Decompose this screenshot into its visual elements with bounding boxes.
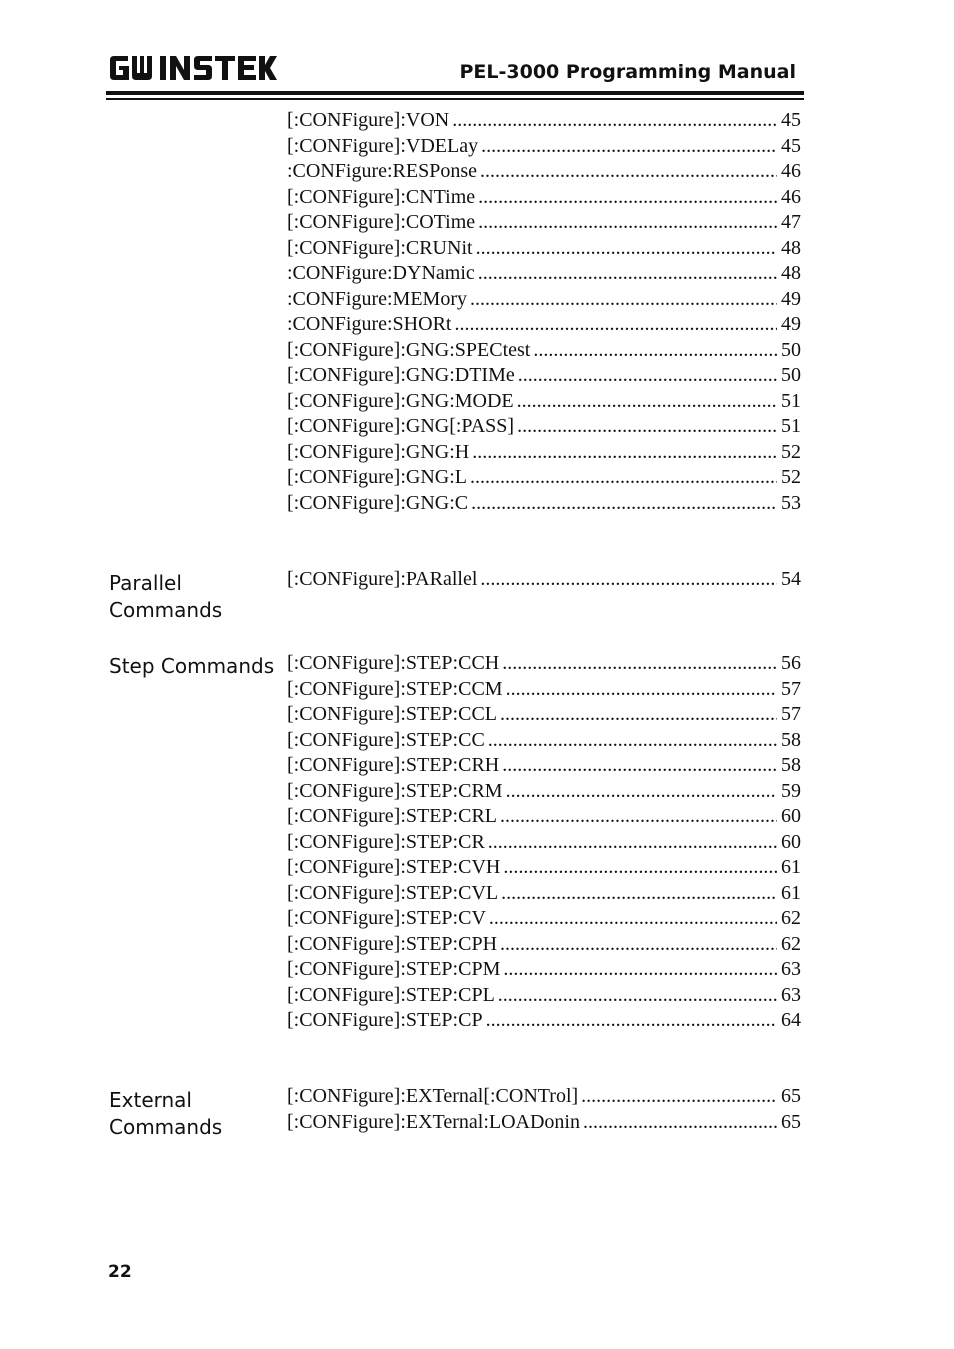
- toc-command: [:CONFigure]:STEP:CCH: [287, 652, 500, 674]
- dot-leader: [506, 678, 777, 701]
- toc-command: [:CONFigure]:CNTime: [287, 185, 476, 208]
- toc-command: [:CONFigure]:GNG:DTIMe: [287, 364, 515, 386]
- dot-leader: [502, 754, 777, 777]
- toc-page: 57: [781, 677, 801, 700]
- toc-page: 52: [781, 440, 801, 463]
- toc-page: 51: [781, 415, 801, 437]
- toc-page: 62: [781, 932, 801, 955]
- toc-command: [:CONFigure]:VDELay: [287, 134, 479, 157]
- toc-command: [:CONFigure]:STEP:CVL: [287, 881, 499, 904]
- toc-page: 59: [781, 779, 801, 802]
- gw-instek-logo: [108, 52, 278, 84]
- section-label: Step Commands: [109, 654, 275, 678]
- toc-page: 49: [781, 287, 801, 310]
- toc-command: :CONFigure:SHORt: [287, 313, 452, 335]
- toc-command: [:CONFigure]:GNG:H: [287, 440, 470, 463]
- toc-entry[interactable]: [287, 729, 801, 755]
- toc-command: [:CONFigure]:STEP:CR: [287, 830, 485, 853]
- toc-page: 62: [781, 907, 801, 929]
- toc-page: 63: [781, 958, 801, 980]
- toc-entries: [287, 109, 801, 517]
- toc-entry[interactable]: [287, 1009, 801, 1035]
- section-label: External Commands: [109, 1088, 223, 1139]
- toc-command: [:CONFigure]:GNG:L: [287, 466, 467, 488]
- toc-page: 60: [781, 805, 801, 827]
- toc-command: [:CONFigure]:GNG[:PASS]: [287, 415, 515, 437]
- toc-command: [:CONFigure]:STEP:CRM: [287, 779, 503, 802]
- toc-page: 46: [781, 185, 801, 208]
- dot-leader: [501, 882, 777, 905]
- dot-leader: [470, 466, 777, 489]
- toc-entry[interactable]: [287, 933, 801, 959]
- toc-page: 58: [781, 754, 801, 776]
- toc-command: :CONFigure:DYNamic: [287, 262, 475, 284]
- dot-leader: [503, 958, 777, 981]
- toc-entry[interactable]: [287, 831, 801, 857]
- manual-title: PEL-3000 Programming Manual: [459, 61, 796, 83]
- dot-leader: [476, 237, 777, 260]
- toc-entry[interactable]: [287, 907, 801, 933]
- toc-command: [:CONFigure]:STEP:CP: [287, 1009, 483, 1031]
- toc-entry[interactable]: [287, 262, 801, 288]
- toc-page: 57: [781, 703, 801, 725]
- toc-entry[interactable]: [287, 1111, 801, 1137]
- toc-entry[interactable]: [287, 492, 801, 518]
- toc-page: 50: [781, 338, 801, 361]
- toc-page: 54: [781, 568, 801, 590]
- toc-entry[interactable]: [287, 754, 801, 780]
- dot-leader: [581, 1085, 777, 1108]
- dot-leader: [471, 492, 777, 515]
- toc-entry[interactable]: [287, 109, 801, 135]
- toc-entry[interactable]: [287, 364, 801, 390]
- dot-leader: [500, 933, 777, 956]
- toc-command: :CONFigure:MEMory: [287, 287, 467, 310]
- toc-entry[interactable]: [287, 313, 801, 339]
- toc-command: [:CONFigure]:GNG:SPECtest: [287, 338, 531, 361]
- toc-command: [:CONFigure]:COTime: [287, 211, 476, 233]
- toc-command: [:CONFigure]:CRUNit: [287, 236, 473, 259]
- toc-page: 58: [781, 728, 801, 751]
- toc-command: :CONFigure:RESPonse: [287, 160, 478, 182]
- toc-page: 45: [781, 109, 801, 131]
- toc-entry[interactable]: [287, 984, 801, 1010]
- toc-command: [:CONFigure]:STEP:CV: [287, 907, 486, 929]
- dot-leader: [517, 415, 777, 438]
- dot-leader: [481, 135, 777, 158]
- toc-command: [:CONFigure]:EXTernal:LOADonin: [287, 1110, 580, 1133]
- toc-entry[interactable]: [287, 466, 801, 492]
- toc-page: 49: [781, 313, 801, 335]
- toc-command: [:CONFigure]:STEP:CCL: [287, 703, 498, 725]
- dot-leader: [489, 907, 777, 930]
- toc-entry[interactable]: [287, 652, 801, 678]
- toc-command: [:CONFigure]:EXTernal[:CONTrol]: [287, 1085, 579, 1107]
- toc-command: [:CONFigure]:STEP:CPH: [287, 932, 498, 955]
- toc-page: 48: [781, 262, 801, 284]
- toc-page: 63: [781, 983, 801, 1006]
- toc-entry[interactable]: [287, 390, 801, 416]
- dot-leader: [503, 856, 777, 879]
- toc-entry[interactable]: [287, 1085, 801, 1111]
- toc-entry[interactable]: [287, 882, 801, 908]
- toc-entries: [287, 1085, 801, 1136]
- toc-page: 53: [781, 491, 801, 514]
- toc-entry[interactable]: [287, 237, 801, 263]
- dot-leader: [498, 984, 777, 1007]
- toc-page: 46: [781, 160, 801, 182]
- toc-command: [:CONFigure]:STEP:CVH: [287, 856, 501, 878]
- dot-leader: [470, 288, 777, 311]
- toc-entry[interactable]: [287, 780, 801, 806]
- toc-entry[interactable]: [287, 415, 801, 441]
- toc-page: 48: [781, 236, 801, 259]
- toc-command: [:CONFigure]:STEP:CPM: [287, 958, 501, 980]
- toc-page: 50: [781, 364, 801, 386]
- toc-entry[interactable]: [287, 135, 801, 161]
- toc-command: [:CONFigure]:STEP:CPL: [287, 983, 495, 1006]
- dot-leader: [478, 211, 777, 234]
- dot-leader: [506, 780, 777, 803]
- toc-command: [:CONFigure]:PARallel: [287, 568, 478, 590]
- dot-leader: [518, 364, 777, 387]
- dot-leader: [480, 568, 777, 591]
- toc-entries: [287, 652, 801, 1035]
- header-rule-thin: [106, 98, 804, 100]
- section-label: Parallel Commands: [109, 571, 223, 622]
- dot-leader: [500, 805, 777, 828]
- toc-page: 65: [781, 1110, 801, 1133]
- page-number: 22: [108, 1262, 132, 1282]
- toc-page: 51: [781, 389, 801, 412]
- dot-leader: [486, 1009, 777, 1032]
- dot-leader: [480, 160, 777, 183]
- dot-leader: [452, 109, 777, 132]
- dot-leader: [478, 186, 777, 209]
- toc-command: [:CONFigure]:STEP:CRL: [287, 805, 498, 827]
- toc-page: 61: [781, 881, 801, 904]
- toc-entry[interactable]: [287, 703, 801, 729]
- toc-command: [:CONFigure]:GNG:C: [287, 491, 469, 514]
- dot-leader: [517, 390, 777, 413]
- dot-leader: [533, 339, 777, 362]
- dot-leader: [500, 703, 777, 726]
- toc-page: 64: [781, 1009, 801, 1031]
- dot-leader: [478, 262, 777, 285]
- toc-page: 56: [781, 652, 801, 674]
- toc-entry[interactable]: [287, 958, 801, 984]
- toc-command: [:CONFigure]:VON: [287, 109, 450, 131]
- toc-entry[interactable]: [287, 186, 801, 212]
- dot-leader: [488, 729, 777, 752]
- toc-page: 61: [781, 856, 801, 878]
- dot-leader: [472, 441, 777, 464]
- toc-entry[interactable]: [287, 678, 801, 704]
- toc-command: [:CONFigure]:STEP:CRH: [287, 754, 500, 776]
- toc-command: [:CONFigure]:STEP:CC: [287, 728, 485, 751]
- toc-entries: [287, 568, 801, 594]
- toc-page: 65: [781, 1085, 801, 1107]
- toc-page: 52: [781, 466, 801, 488]
- dot-leader: [454, 313, 777, 336]
- toc-entry[interactable]: [287, 339, 801, 365]
- toc-entry[interactable]: [287, 441, 801, 467]
- toc-entry[interactable]: [287, 211, 801, 237]
- toc-entry[interactable]: [287, 288, 801, 314]
- toc-entry[interactable]: [287, 568, 801, 594]
- dot-leader: [488, 831, 777, 854]
- toc-page: 45: [781, 134, 801, 157]
- dot-leader: [583, 1111, 777, 1134]
- toc-command: [:CONFigure]:STEP:CCM: [287, 677, 503, 700]
- toc-command: [:CONFigure]:GNG:MODE: [287, 389, 514, 412]
- toc-entry[interactable]: [287, 805, 801, 831]
- toc-page: 60: [781, 830, 801, 853]
- toc-entry[interactable]: [287, 160, 801, 186]
- toc-entry[interactable]: [287, 856, 801, 882]
- header-rule: [106, 91, 804, 95]
- dot-leader: [502, 652, 777, 675]
- toc-page: 47: [781, 211, 801, 233]
